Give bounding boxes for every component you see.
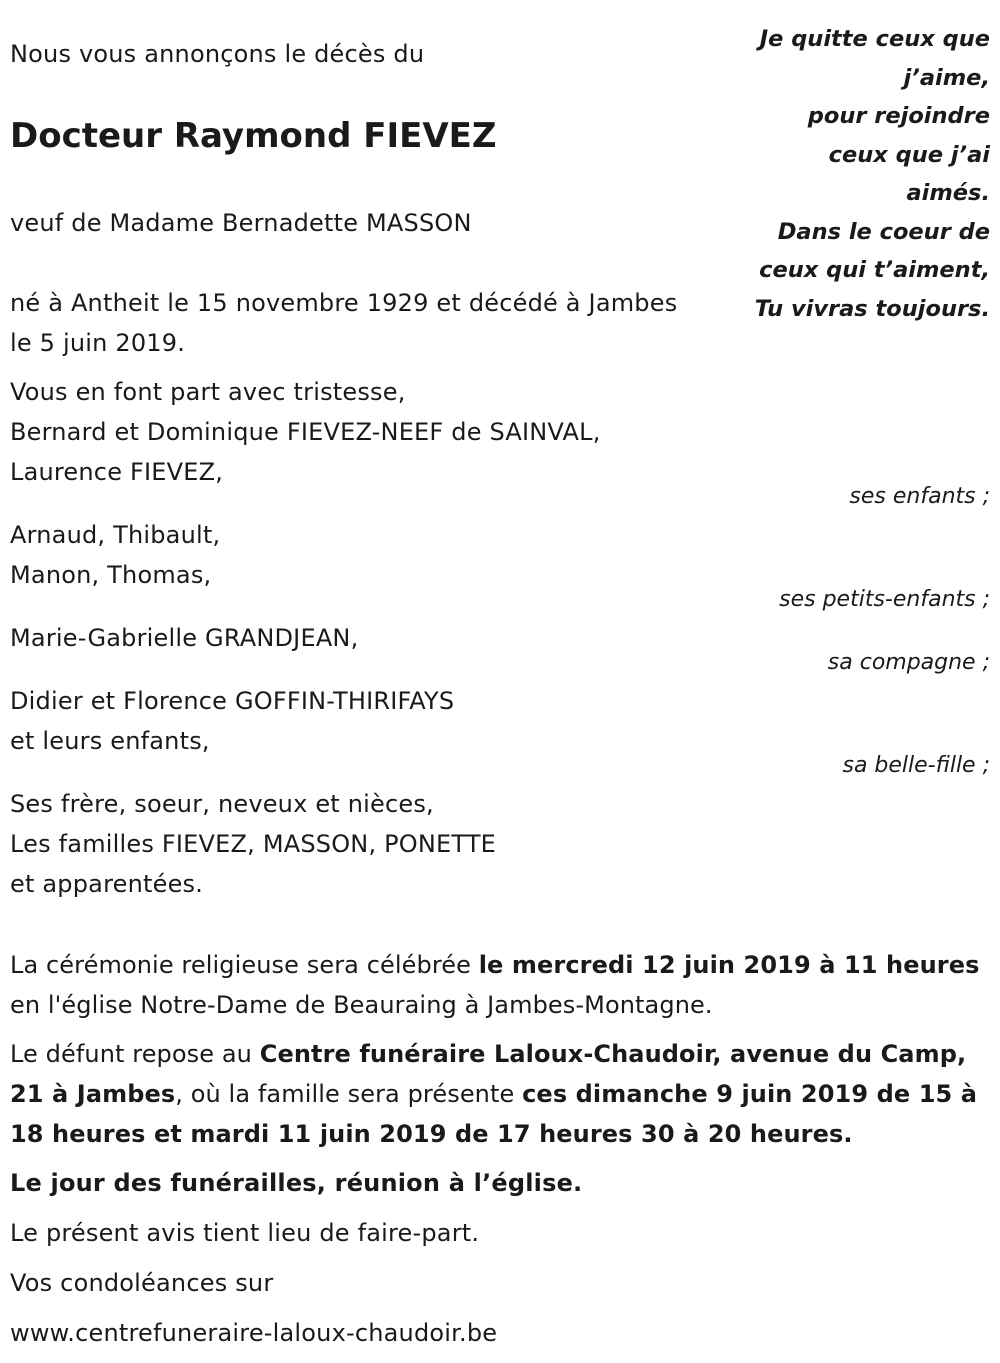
poem-line: ceux qui t’aiment, (759, 257, 990, 283)
poem-line: pour rejoindre (807, 103, 990, 129)
others-line-3: et apparentées. (10, 870, 204, 898)
poem (730, 20, 990, 328)
birth-death-line-1: né à Antheit le 15 novembre 1929 et décédé à Jambes (10, 289, 678, 317)
children-line-1: Bernard et Dominique FIEVEZ-NEEF de SAINVAL, (10, 418, 601, 446)
poem-line: Je quitte ceux que (759, 26, 990, 52)
website-link[interactable]: www.centrefuneraire-laloux-chaudoir.be (10, 1319, 498, 1347)
daughter-in-law-line-2: et leurs enfants, (10, 727, 210, 755)
others-line-2: Les familles FIEVEZ, MASSON, PONETTE (10, 830, 497, 858)
children-relation: ses enfants ; (849, 484, 990, 509)
visitation-text: Le défunt repose au (10, 1040, 260, 1068)
visitation-text-middle: , où la famille sera présente (175, 1080, 523, 1108)
poem-line: aimés. (906, 180, 990, 206)
ceremony-paragraph (10, 945, 995, 1025)
deceased-name: Docteur Raymond FIEVEZ (10, 116, 497, 156)
widower-text: veuf de Madame Bernadette MASSON (10, 209, 472, 237)
condolences-text: Vos condoléances sur (10, 1269, 274, 1297)
grandchildren-relation: ses petits-enfants ; (779, 587, 990, 612)
visitation-paragraph (10, 1034, 995, 1154)
funeral-meeting: Le jour des funérailles, réunion à l’église. (10, 1169, 583, 1197)
ceremony-location: en l'église Notre-Dame de Beauraing à Jambes-Montagne. (10, 991, 713, 1019)
poem-line: j’aime, (903, 64, 990, 91)
poem-line: ceux que j’ai (828, 141, 990, 168)
family-intro: Vous en font part avec tristesse, (10, 378, 406, 406)
grandchildren-line-2: Manon, Thomas, (10, 561, 212, 589)
birth-death-line-2: le 5 juin 2019. (10, 329, 186, 357)
companion-relation: sa compagne ; (827, 650, 990, 675)
intro-text: Nous vous annonçons le décès du (10, 40, 425, 68)
poem-line: Dans le coeur de (777, 218, 990, 245)
notice-note: Le présent avis tient lieu de faire-part. (10, 1219, 480, 1247)
others-line-1: Ses frère, soeur, neveux et nièces, (10, 790, 434, 818)
ceremony-date: le mercredi 12 juin 2019 à 11 heures (478, 951, 980, 979)
visitation-place: Centre funéraire Laloux-Chaudoir, avenue du Camp, 21 à Jambes (10, 1040, 967, 1108)
daughter-in-law-relation: sa belle-fille ; (842, 753, 990, 778)
visitation-times: ces dimanche 9 juin 2019 de 15 à 18 heures et mardi 11 juin 2019 de 17 heures 30 à 20 heures. (10, 1080, 978, 1148)
grandchildren-line-1: Arnaud, Thibault, (10, 521, 221, 549)
poem-line: Tu vivras toujours. (754, 295, 990, 322)
companion-name: Marie-Gabrielle GRANDJEAN, (10, 624, 359, 652)
daughter-in-law-line-1: Didier et Florence GOFFIN-THIRIFAYS (10, 687, 455, 715)
children-line-2: Laurence FIEVEZ, (10, 458, 224, 486)
ceremony-text: La cérémonie religieuse sera célébrée (10, 951, 479, 979)
